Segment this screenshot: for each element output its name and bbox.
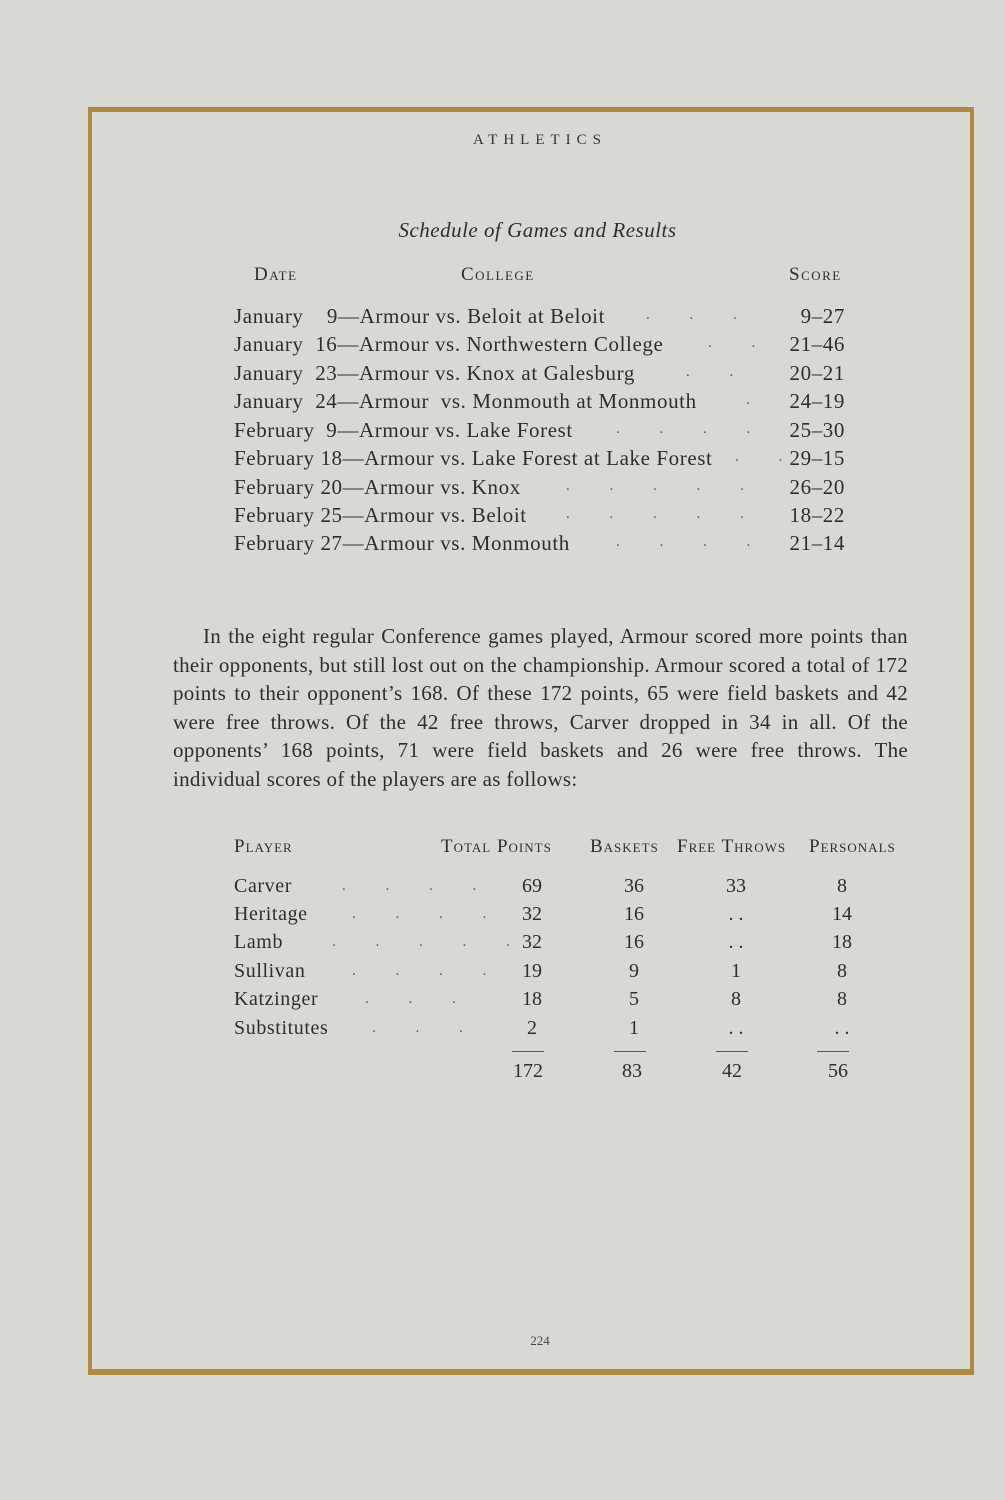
total-points-sum: 172 — [513, 1060, 543, 1082]
free-throws-sum: 42 — [722, 1060, 742, 1082]
baskets: 9 — [629, 960, 639, 982]
game-row — [0, 503, 1005, 531]
column-header-total-points: Total Points — [441, 836, 552, 857]
total-rule — [512, 1051, 544, 1052]
baskets: 36 — [624, 875, 644, 897]
player-name: Substitutes — [234, 1017, 329, 1039]
player-name: Sullivan — [234, 960, 306, 982]
player-row — [0, 875, 1005, 903]
total-rule — [614, 1051, 646, 1052]
personals: 8 — [837, 960, 847, 982]
column-header-college: College — [461, 264, 535, 285]
personals-sum: 56 — [828, 1060, 848, 1082]
schedule-title: Schedule of Games and Results — [398, 218, 677, 242]
column-header-baskets: Baskets — [590, 836, 659, 857]
total-points: 19 — [522, 960, 542, 982]
personals: 8 — [837, 988, 847, 1010]
game-description: February 27—Armour vs. Monmouth — [234, 531, 570, 555]
player-name: Katzinger — [234, 988, 319, 1010]
personals: 14 — [832, 903, 852, 925]
game-score: 24–19 — [789, 389, 845, 413]
game-row — [0, 361, 1005, 389]
dot-leader: . . — [686, 364, 752, 380]
total-points: 18 — [522, 988, 542, 1010]
dot-leader: . . . . — [342, 878, 495, 894]
column-header-date: Date — [254, 264, 298, 285]
baskets: 16 — [624, 931, 644, 953]
game-row — [0, 531, 1005, 559]
player-row — [0, 988, 1005, 1016]
player-name: Lamb — [234, 931, 284, 953]
game-score: 25–30 — [789, 418, 845, 442]
player-row — [0, 1017, 1005, 1045]
game-row — [0, 418, 1005, 446]
dot-leader: . . — [735, 449, 801, 465]
free-throws: 8 — [731, 988, 741, 1010]
game-score: 20–21 — [789, 361, 845, 385]
free-throws: . . — [728, 903, 744, 925]
summary-paragraph: In the eight regular Conference games played, Armour scored more points than their opponents, but still lost out on the championship. Armour scored a total of 172 points to their opponent’s 168. Of these 172 points, 65 were field baskets and 42 were free throws. Of the 42 free throws, Carver dropped in 34 in all. Of the opponents’ 168 points, 71 were field baskets and 26 were free throws. The individual scores of the players are as follows: — [173, 624, 908, 791]
game-score: 18–22 — [789, 503, 845, 527]
game-description: February 18—Armour vs. Lake Forest at Lake Forest — [234, 446, 713, 470]
game-score: 9–27 — [800, 304, 845, 328]
total-rule — [817, 1051, 849, 1052]
free-throws: 33 — [726, 875, 746, 897]
dot-leader: . . . — [365, 991, 474, 1007]
game-description: February 25—Armour vs. Beloit — [234, 503, 527, 527]
totals-row — [0, 1060, 1005, 1088]
total-points: 69 — [522, 875, 542, 897]
player-name: Heritage — [234, 903, 308, 925]
dot-leader: . . . — [372, 1020, 481, 1036]
game-row — [0, 332, 1005, 360]
game-row — [0, 304, 1005, 332]
dot-leader: . . . . — [352, 963, 505, 979]
dot-leader: . — [746, 392, 768, 408]
baskets: 5 — [629, 988, 639, 1010]
running-head: ATHLETICS — [473, 132, 607, 148]
player-name: Carver — [234, 875, 293, 897]
game-description: January 24—Armour vs. Monmouth at Monmouth — [234, 389, 697, 413]
game-row — [0, 446, 1005, 474]
player-row — [0, 903, 1005, 931]
page-number: 224 — [530, 1333, 550, 1348]
personals: 18 — [832, 931, 852, 953]
game-score: 21–14 — [789, 531, 845, 555]
dot-leader: . . — [708, 335, 774, 351]
column-header-personals: Personals — [809, 836, 896, 857]
game-description: January 23—Armour vs. Knox at Galesburg — [234, 361, 635, 385]
player-row — [0, 960, 1005, 988]
game-score: 21–46 — [789, 332, 845, 356]
player-row — [0, 931, 1005, 959]
baskets: 1 — [629, 1017, 639, 1039]
dot-leader: . . . . — [616, 534, 769, 550]
dot-leader: . . . . — [616, 421, 769, 437]
baskets-sum: 83 — [622, 1060, 642, 1082]
total-rule — [716, 1051, 748, 1052]
column-header-score: Score — [789, 264, 842, 285]
game-description: January 9—Armour vs. Beloit at Beloit — [234, 304, 606, 328]
free-throws: . . — [728, 1017, 744, 1039]
column-header-player: Player — [234, 836, 293, 857]
dot-leader: . . . . . — [566, 506, 762, 522]
game-description: February 9—Armour vs. Lake Forest — [234, 418, 573, 442]
game-score: 26–20 — [789, 475, 845, 499]
total-points: 32 — [522, 931, 542, 953]
baskets: 16 — [624, 903, 644, 925]
game-row — [0, 389, 1005, 417]
free-throws: 1 — [731, 960, 741, 982]
game-row — [0, 475, 1005, 503]
dot-leader: . . . — [646, 307, 755, 323]
dot-leader: . . . . . — [332, 934, 528, 950]
total-points: 2 — [527, 1017, 537, 1039]
column-header-free-throws: Free Throws — [677, 836, 787, 857]
total-points: 32 — [522, 903, 542, 925]
dot-leader: . . . . — [352, 906, 505, 922]
game-description: February 20—Armour vs. Knox — [234, 475, 521, 499]
free-throws: . . — [728, 931, 744, 953]
game-score: 29–15 — [789, 446, 845, 470]
personals: 8 — [837, 875, 847, 897]
personals: . . — [834, 1017, 850, 1039]
game-description: January 16—Armour vs. Northwestern College — [234, 332, 664, 356]
dot-leader: . . . . . — [566, 478, 762, 494]
